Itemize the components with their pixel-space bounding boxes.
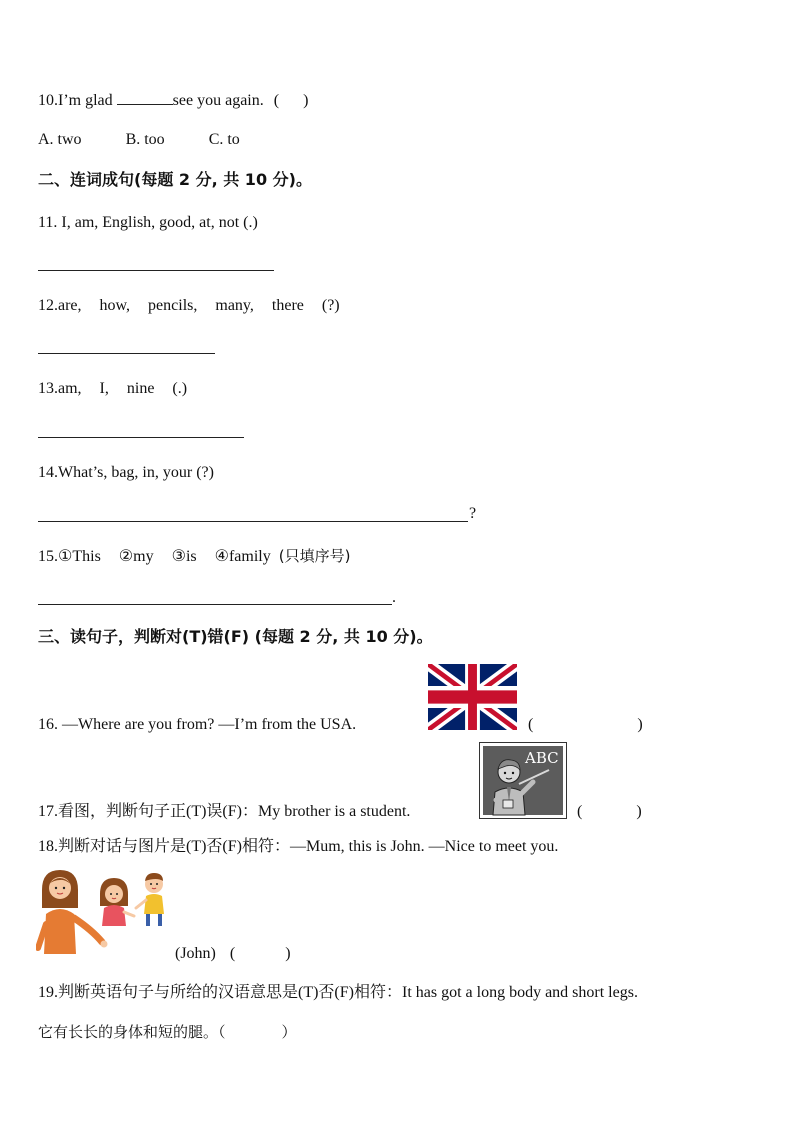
q10-paren-close: ) [303, 92, 309, 109]
q13-word: I, [99, 380, 109, 397]
q12-word: 12.are, [38, 297, 82, 314]
q15-number: 15. [38, 548, 58, 565]
q10-option-c: C. to [208, 131, 240, 148]
q12-word: (?) [321, 297, 340, 314]
q15-end-mark: . [392, 589, 396, 606]
q16-answer-parens [528, 715, 643, 735]
q19-chinese: 它有长长的身体和短的腿。 [38, 1023, 219, 1041]
q13-answer-line[interactable] [38, 437, 244, 438]
q17-paren-close: ) [636, 803, 642, 820]
q10-option-a: A. two [38, 131, 82, 148]
teacher-board-image [479, 742, 567, 819]
q10-text-after: see you again. [172, 92, 264, 109]
q15-line [38, 546, 350, 567]
q19-chinese-line [38, 1022, 297, 1042]
q12-answer-line[interactable] [38, 353, 215, 354]
board-text: ABC [525, 749, 559, 767]
q19-paren-open: （ [218, 1023, 226, 1041]
q16-text: 16. —Where are you from? —I’m from the USA. [38, 716, 357, 733]
q10-text-before: I’m glad [58, 92, 113, 109]
q12-word: there [271, 297, 304, 314]
q17-text: 17.看图，判断句子正(T)误(F)：My brother is a student. [38, 803, 411, 820]
q19-paren-close: ） [281, 1023, 297, 1041]
q14-text: 14.What’s, bag, in, your (?) [38, 464, 214, 481]
q10-number: 10. [38, 92, 58, 109]
q18-text: 18.判断对话与图片是(T)否(F)相符：—Mum, this is John. —Nice to meet you. [38, 838, 559, 855]
q16-paren-close: ) [637, 716, 643, 733]
section-3-heading: 三、读句子，判断对(T)错(F) (每题 2 分, 共 10 分)。 [38, 627, 433, 646]
q16-paren-open: ( [528, 716, 534, 733]
q13-line [38, 379, 187, 399]
q11-answer-line[interactable] [38, 270, 274, 271]
mum-and-children-image [36, 868, 176, 960]
q19-text: 19.判断英语句子与所给的汉语意思是(T)否(F)相符：It has got a long body and short legs. [38, 984, 638, 1001]
q10-blank[interactable] [117, 88, 173, 105]
q18-caption-line [175, 944, 291, 964]
q14-end-mark: ? [469, 505, 477, 522]
q13-word: (.) [172, 380, 188, 397]
q15-item: ①This [58, 548, 101, 565]
q12-line [38, 296, 340, 316]
q10-options [38, 130, 240, 150]
q13-word: nine [126, 380, 155, 397]
q18-paren-close: ) [285, 945, 291, 962]
q10-option-b: B. too [125, 131, 165, 148]
q14-answer-line[interactable] [38, 521, 468, 522]
q13-word: 13.am, [38, 380, 82, 397]
q15-item: ③is [171, 548, 197, 565]
q15-item: ②my [118, 548, 154, 565]
q18-caption: (John) [175, 945, 216, 962]
q15-answer-line[interactable] [38, 604, 392, 605]
q12-word: many, [215, 297, 254, 314]
q10-paren-open: ( [273, 92, 280, 109]
q17-paren-open: ( [577, 803, 583, 820]
q12-word: how, [99, 297, 131, 314]
q18-paren-open: ( [229, 945, 236, 962]
q15-item: ④family [214, 548, 271, 565]
q15-note: (只填序号) [278, 547, 351, 565]
q10-line [38, 88, 308, 111]
uk-flag-image [428, 664, 517, 730]
section-2-heading: 二、连词成句(每题 2 分, 共 10 分)。 [38, 170, 312, 189]
q17-answer-parens [577, 802, 642, 822]
q11-text: 11. I, am, English, good, at, not (.) [38, 214, 258, 231]
q12-word: pencils, [148, 297, 198, 314]
